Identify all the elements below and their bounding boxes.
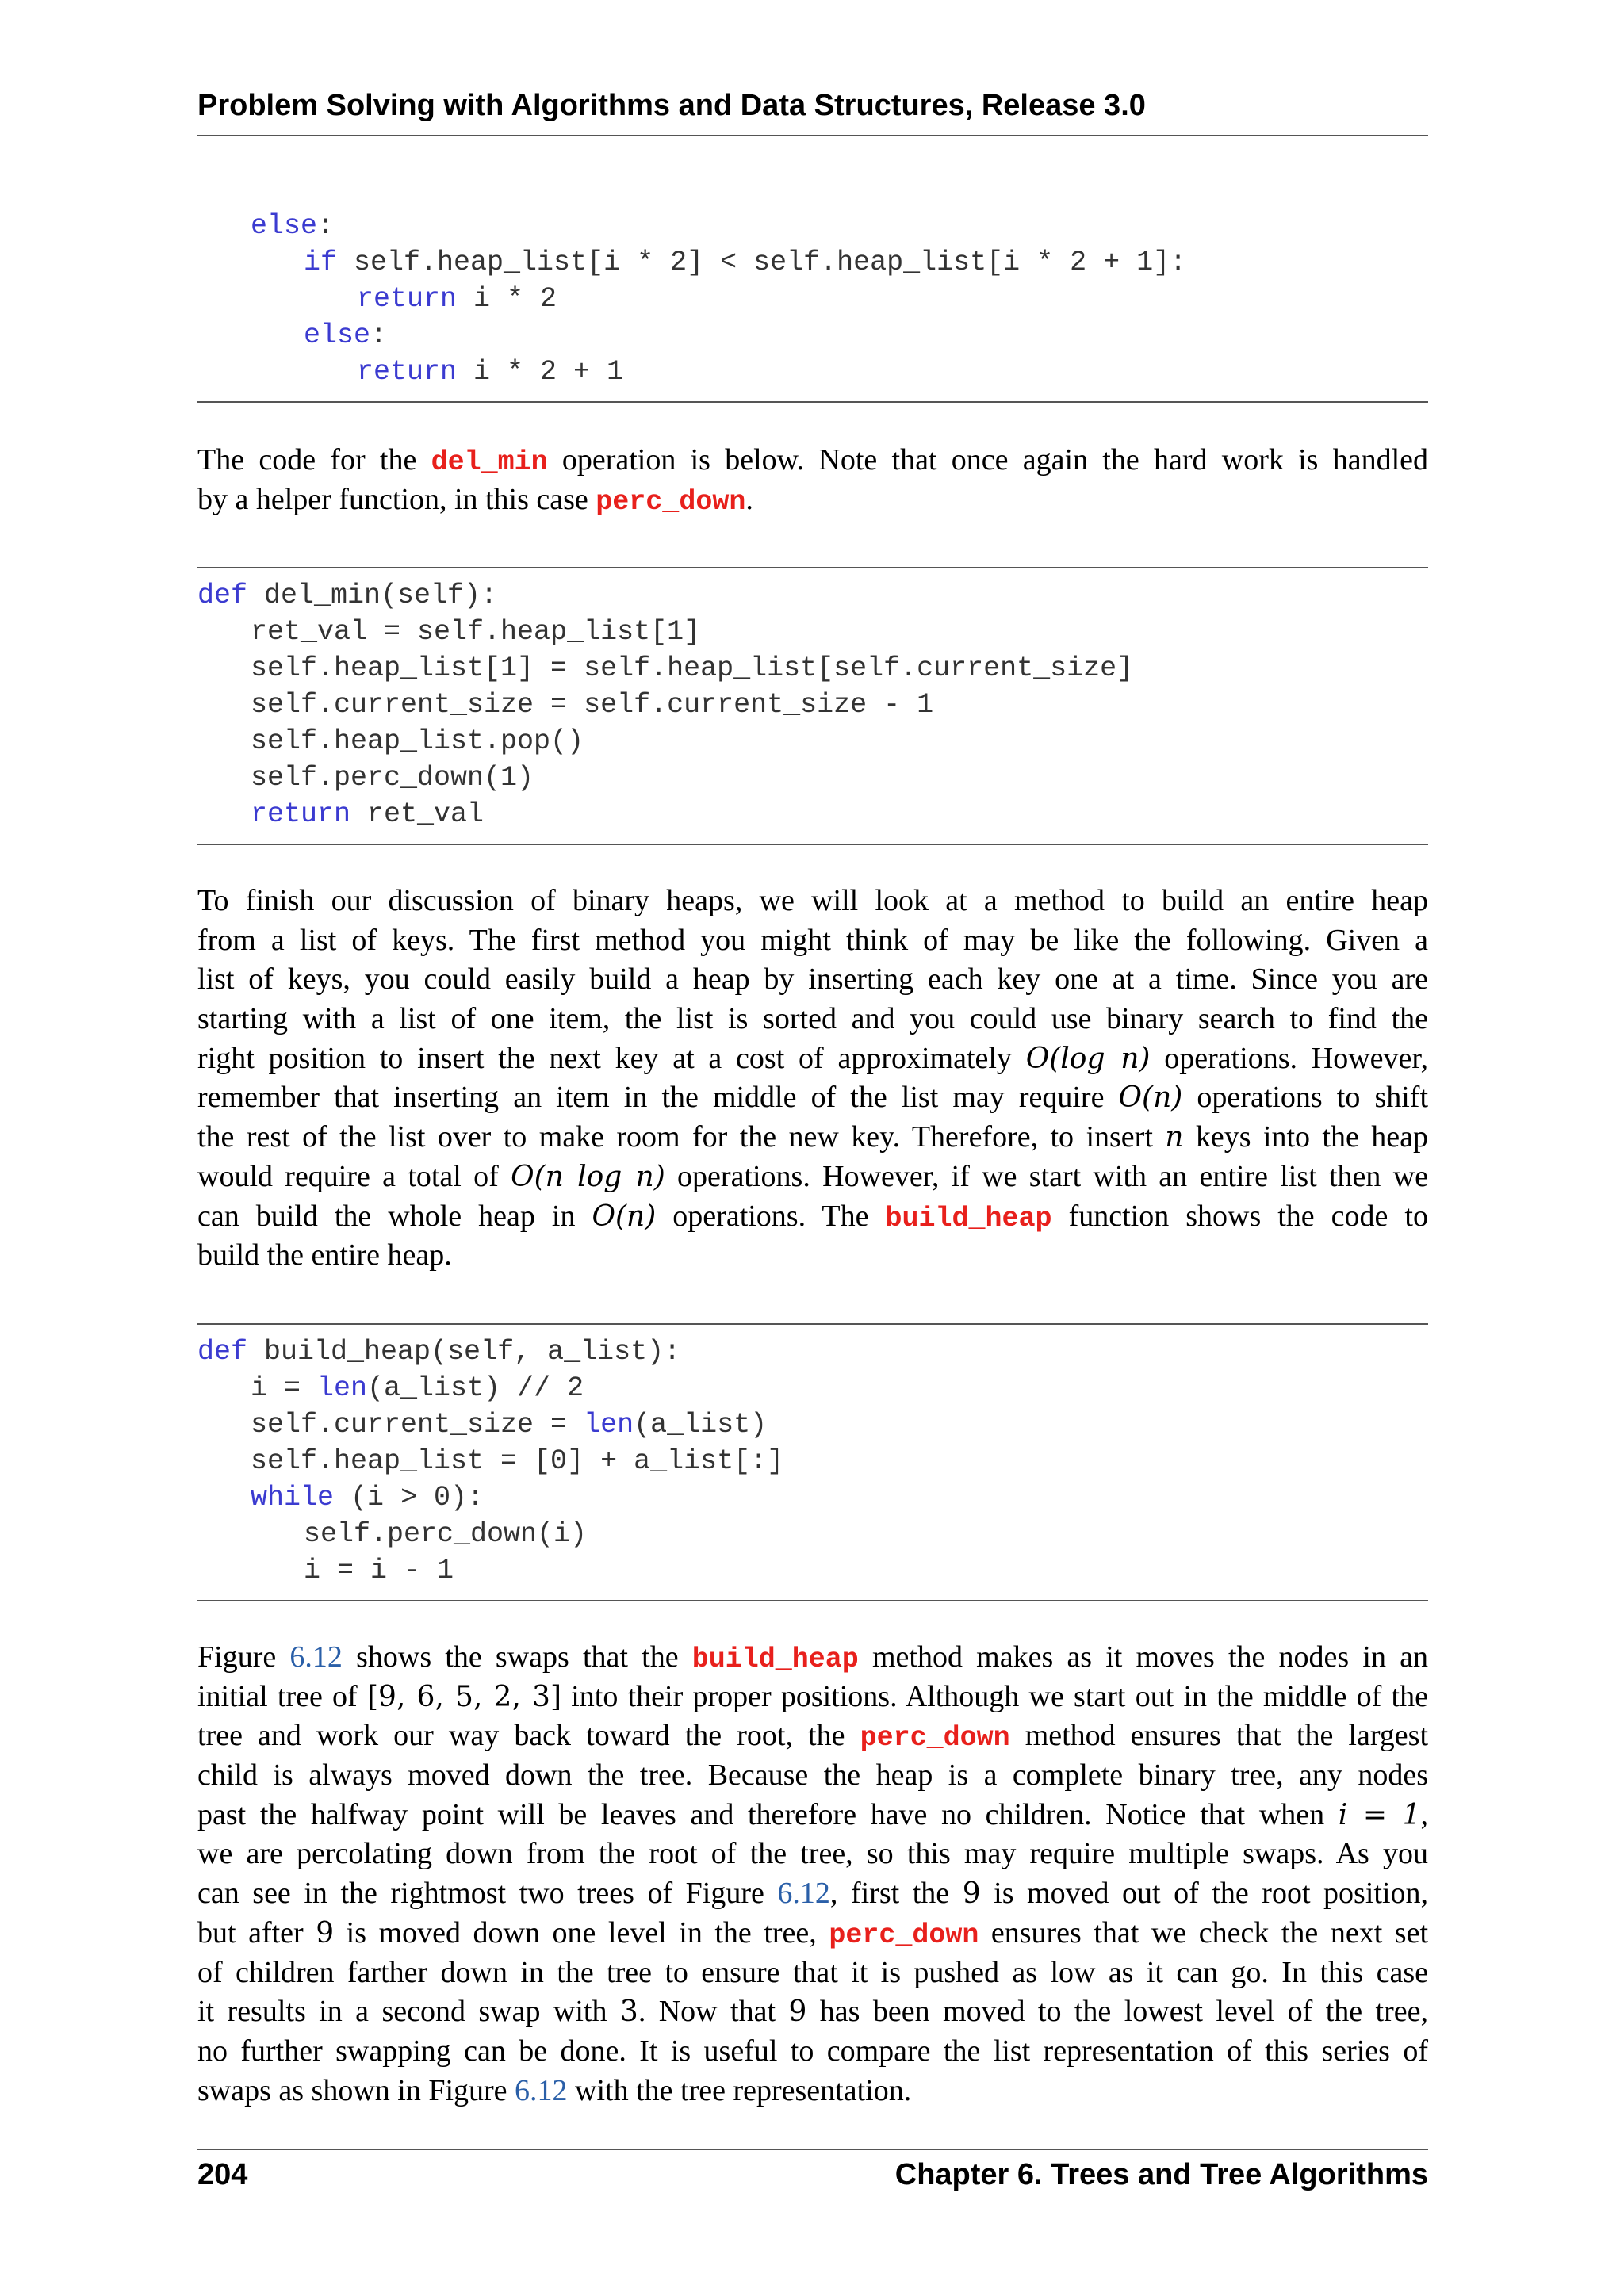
code-line: return ret_val xyxy=(251,798,485,830)
code-line: self.heap_list.pop() xyxy=(251,725,584,757)
math-expression: [9, 6, 5, 2, 3] xyxy=(366,1680,562,1713)
code-line: i = len(a_list) // 2 xyxy=(251,1372,584,1404)
code-line: else: xyxy=(304,320,388,351)
code-line: self.perc_down(i) xyxy=(304,1518,588,1550)
paragraph-del-min-intro: The code for the del_min operation is below. Note that once again the hard work is handled by a helper function, in this case perc_down. xyxy=(197,443,1428,518)
code-line: return i * 2 xyxy=(357,283,557,315)
math-expression: 9 xyxy=(962,1877,981,1911)
code-line: self.heap_list[1] = self.heap_list[self.current_size] xyxy=(251,652,1134,684)
code-line: self.heap_list = [0] + a_list[:] xyxy=(251,1445,784,1477)
page-number: 204 xyxy=(197,2158,248,2191)
code-line: return i * 2 + 1 xyxy=(357,356,624,388)
math-expression: n xyxy=(1165,1121,1184,1154)
math-expression: 9 xyxy=(788,1996,807,2029)
math-expression: O(n) xyxy=(1118,1081,1183,1115)
figure-reference-link[interactable]: 6.12 xyxy=(289,1640,343,1674)
math-expression: 3 xyxy=(619,1996,638,2029)
inline-code: perc_down xyxy=(596,485,746,518)
code-block-rule xyxy=(197,1323,1428,1325)
code-block-rule xyxy=(197,1600,1428,1601)
code-line: while (i > 0): xyxy=(251,1482,485,1513)
math-expression: O(n) xyxy=(592,1200,657,1233)
code-line: i = i - 1 xyxy=(304,1555,454,1586)
inline-code: perc_down xyxy=(829,1919,979,1951)
code-line: if self.heap_list[i * 2] < self.heap_list[i * 2 + 1]: xyxy=(304,247,1187,278)
math-expression: 9 xyxy=(316,1916,335,1950)
math-expression: i = 1 xyxy=(1338,1798,1421,1831)
running-header: Problem Solving with Algorithms and Data Structures, Release 3.0 xyxy=(197,89,1146,122)
code-line: def build_heap(self, a_list): xyxy=(197,1336,681,1368)
header-rule xyxy=(197,135,1428,136)
math-expression: O(log n) xyxy=(1025,1042,1151,1075)
figure-reference-link[interactable]: 6.12 xyxy=(777,1877,830,1911)
inline-code: build_heap xyxy=(691,1644,859,1675)
inline-code: build_heap xyxy=(885,1202,1052,1234)
code-block-rule xyxy=(197,844,1428,845)
inline-code: del_min xyxy=(431,446,548,478)
math-expression: O(n log n) xyxy=(511,1160,665,1193)
code-line: self.perc_down(1) xyxy=(251,762,534,794)
code-line: self.current_size = self.current_size - 1 xyxy=(251,689,934,721)
inline-code: perc_down xyxy=(860,1722,1010,1755)
paragraph-figure-discussion: Figure 6.12 shows the swaps that the build_heap method makes as it moves the nodes in an initial tree of [9, 6, 5, 2, 3] into their proper positions. Although we start out in the middle of the tree and work our way back toward the root, the perc_down method ensures that the largest child is always moved down the tree. Because the heap is a complete binary tree, any nodes past the halfway point will be leaves and therefore have no children. Notice that when i = 1, we are percolating down from the root of the tree, so this may require multiple swaps. As you can see in the rightmost two trees of Figure 6.12, first the 9 is moved out of the root position, but after 9 is moved down one level in the tree, perc_down ensures that we check the next set of children farther down in the tree to ensure that it is pushed as low as it can go. In this case it results in a second swap with 3. Now that 9 has been moved to the lowest level of the tree, no further swapping can be done. It is useful to compare the list representation of this series of swaps as shown in Figure 6.12 with the tree representation. xyxy=(197,1640,1429,2107)
code-block-rule xyxy=(197,567,1428,568)
chapter-title: Chapter 6. Trees and Tree Algorithms xyxy=(894,2158,1428,2191)
figure-reference-link[interactable]: 6.12 xyxy=(515,2073,568,2107)
code-block-rule xyxy=(197,401,1428,403)
code-line: def del_min(self): xyxy=(197,580,498,611)
paragraph-build-heap-intro: To finish our discussion of binary heaps, we will look at a method to build an entire heap from a list of keys. The first method you might think of may be like the following. Given a list of keys, you could easily build a heap by inserting each key one at a time. Since you are starting with a list of one item, the list is sorted and you could use binary search to find the right position to insert the next key at a cost of approximately O(log n) operations. However, remember that inserting an item in the middle of the list may require O(n) operations to shift the rest of the list over to make room for the new key. Therefore, to insert n keys into the heap would require a total of O(n log n) operations. However, if we start with an entire list then we can build the whole heap in O(n) operations. The build_heap function shows the code to build the entire heap. xyxy=(197,884,1429,1272)
code-line: self.current_size = len(a_list) xyxy=(251,1409,768,1441)
footer-rule xyxy=(197,2149,1428,2150)
code-line: else: xyxy=(251,210,335,242)
code-line: ret_val = self.heap_list[1] xyxy=(251,616,701,648)
